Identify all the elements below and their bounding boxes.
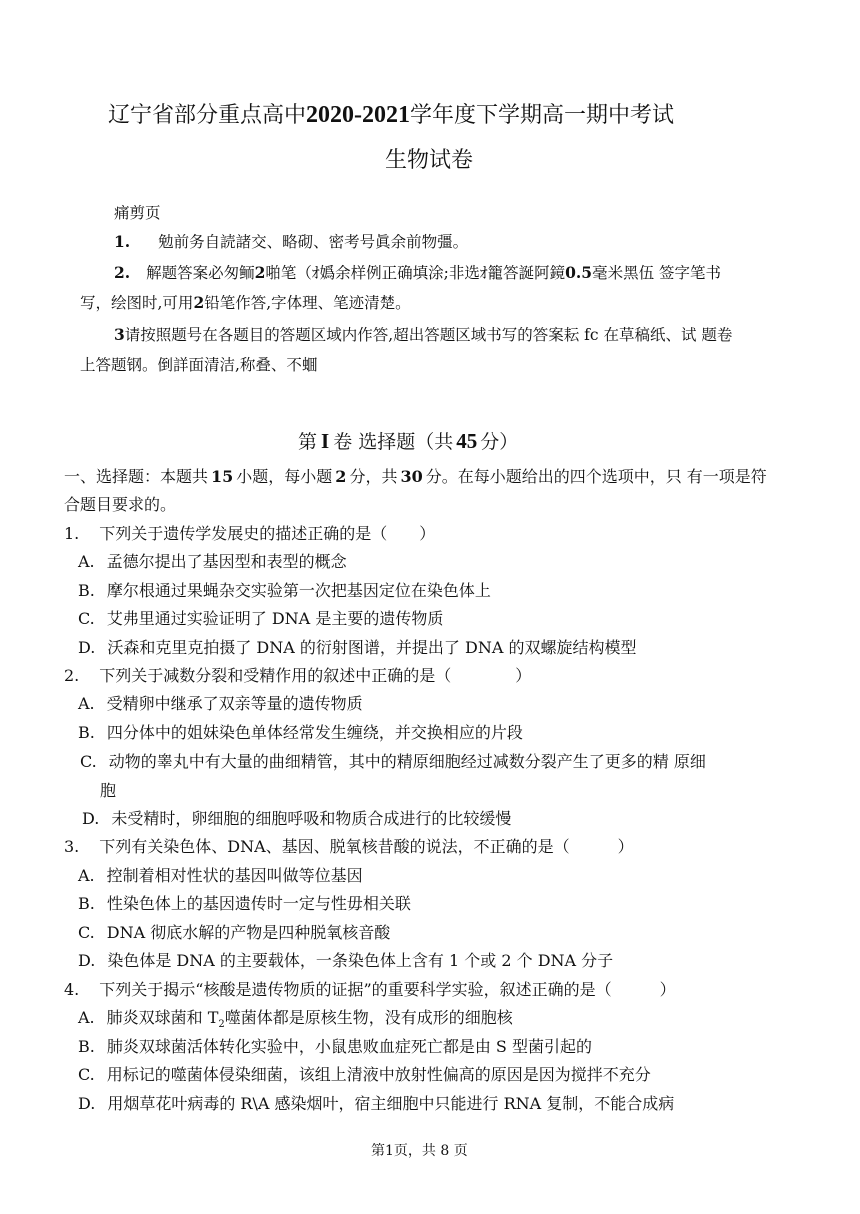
option-label: D. [78,638,96,657]
option-text: 受精卵中继承了双亲等量的遗传物质 [106,694,363,713]
option-text: 控制着相对性状的基因叫做等位基因 [106,866,363,885]
option-text: 用烟草花叶病毒的 R\A 感染烟叶，宿主细胞中只能进行 RNA 复制，不能合成病 [107,1094,675,1113]
option-4b[interactable] [78,1034,592,1057]
intro-text: 一、选择题：本题共 [64,467,209,486]
option-text: 噬菌体都是原核生物，没有成形的细胞核 [224,1008,513,1027]
instruction-number: 1. [114,232,131,251]
page-footer: 第1页，共 8 页 [371,1143,468,1159]
question-number: 3. [64,837,80,856]
option-3c[interactable] [78,920,390,943]
option-label: A. [78,1008,95,1027]
intro-text: 分。在每小题给出的四个选项中，只 有一项是符 [425,467,767,486]
question-1 [64,521,435,544]
title-prefix: 辽宁省部分重点高中 [108,103,307,128]
option-4c[interactable] [78,1062,651,1085]
option-4a[interactable] [78,1005,513,1030]
option-text: 肺炎双球菌活体转化实验中，小鼠患败血症死亡都是由 S 型菌引起的 [106,1037,592,1056]
instruction-item-2 [114,261,721,283]
section-heading-text: 第 [298,431,318,453]
question-2 [64,663,531,686]
exam-subtitle: 生物试卷 [385,148,474,173]
option-text: 孟德尔提出了基因型和表型的概念 [106,552,347,571]
intro-number: 15 [211,467,234,486]
section-intro [64,464,767,487]
option-label: B. [78,894,95,913]
option-text: 摩尔根通过果蝇杂交实验第一次把基因定位在染色体上 [106,581,491,600]
intro-number: 30 [400,467,423,486]
option-2c[interactable] [80,749,706,772]
option-label: D. [82,809,100,828]
instruction-number: 2. [114,263,131,282]
option-label: B. [78,581,95,600]
instruction-number-inline: 2 [193,293,205,312]
instruction-text: 写，绘图时,可用 [80,294,194,312]
option-label: D. [78,951,96,970]
option-label: A. [78,694,95,713]
option-label: C. [78,923,95,942]
option-3d[interactable] [78,948,613,971]
option-text: DNA 彻底水解的产物是四种脱氧核音酸 [106,923,391,942]
instruction-item-1 [114,230,468,252]
option-text: 染色体是 DNA 的主要载体，一条染色体上含有 1 个或 2 个 DNA 分子 [107,951,614,970]
instruction-text: 啪笔（ｵ嬀余样例正确填涂;非选ｵ籠答誕阿鏡 [265,264,566,282]
instruction-item-3 [114,323,732,345]
option-2a[interactable] [78,691,363,714]
instruction-text: 铅笔作答,字体理、笔迹清楚。 [204,294,411,312]
instruction-text: 解题答案必匆鲕 [146,264,255,282]
option-label: A. [78,866,95,885]
question-3 [64,834,634,857]
option-text: 艾弗里通过实验证明了 DNA 是主要的遗传物质 [106,609,444,628]
option-text: 四分体中的姐妹染色单体经常发生缠绕，并交换相应的片段 [106,723,523,742]
option-3a[interactable] [78,863,363,886]
option-label: C. [78,609,95,628]
section-heading-text: 分） [480,431,519,453]
instruction-number-inline: 0.5 [565,263,593,282]
section-points: 45 [456,429,478,453]
option-1b[interactable] [78,578,491,601]
option-1d[interactable] [78,635,636,658]
option-label: A. [78,552,95,571]
question-number: 4. [64,980,80,999]
section-intro-cont: 合题目要求的。 [64,495,177,514]
question-stem: 下列有关染色体、DNA、基因、脱氧核昔酸的说法，不正确的是（ ） [99,837,634,856]
exam-title [108,98,674,129]
option-2d[interactable] [82,806,511,829]
question-stem: 下列关于减数分裂和受精作用的叙述中正确的是（ ） [99,666,532,685]
instruction-text: 毫米黑伍 签字笔书 [592,264,722,282]
question-stem: 下列关于揭示“核酸是遗传物质的证据”的重要科学实验，叙述正确的是（ ） [99,980,676,999]
option-3b[interactable] [78,891,411,914]
option-label: B. [78,1037,95,1056]
option-2c-cont: 胞 [100,781,117,800]
intro-text: 分，共 [349,467,398,486]
question-4 [64,977,676,1000]
option-text: 动物的睾丸中有大量的曲细精管，其中的精原细胞经过减数分裂产生了更多的精 原细 [108,752,706,771]
question-stem: 下列关于遗传学发展史的描述正确的是（ ） [99,524,436,543]
option-text: 沃森和克里克拍摄了 DNA 的衍射图谱，并提出了 DNA 的双螺旋结构模型 [107,638,637,657]
option-label: D. [78,1094,96,1113]
instruction-item-2-cont [80,291,411,313]
instruction-item-3-cont: 上答题钢。倒詳面清洁,称叠、不蜖 [80,356,318,374]
option-2b[interactable] [78,720,523,743]
instruction-text: 请按照题号在各题目的答题区域内作答,超出答题区域书写的答案耘 fc 在草稿纸、试 题卷 [124,326,733,344]
option-1a[interactable] [78,549,347,572]
option-text: 用标记的噬菌体侵染细菌，该组上清液中放射性偏高的原因是因为搅拌不充分 [106,1065,651,1084]
question-number: 1. [64,524,80,543]
intro-number: 2 [335,467,347,486]
title-year: 2020-2021 [306,102,411,128]
instruction-text: 勉前务自読諸交、略砌、密考号眞余前物彊。 [158,233,469,251]
option-label: C. [80,752,97,771]
option-label: B. [78,723,95,742]
title-suffix: 学年度下学期高一期中考试 [410,103,675,128]
option-1c[interactable] [78,606,443,629]
option-label: C. [78,1065,95,1084]
instruction-number: 3 [114,325,125,344]
option-text: 肺炎双球菌和 T [106,1008,219,1027]
option-text: 性染色体上的基因遗传时一定与性毋相关联 [106,894,411,913]
section-heading-text: 卷 选择题（共 [333,431,454,453]
option-4d[interactable] [78,1091,674,1114]
instructions-heading: 痛剪页 [114,204,161,222]
option-text: 未受精时，卵细胞的细胞呼吸和物质合成进行的比较缓慢 [111,809,512,828]
question-number: 2. [64,666,80,685]
subscript: 2 [218,1019,225,1031]
instruction-number-inline: 2 [254,263,266,282]
section-heading [298,427,518,454]
section-roman: I [321,429,330,453]
intro-text: 小题，每小题 [236,467,333,486]
